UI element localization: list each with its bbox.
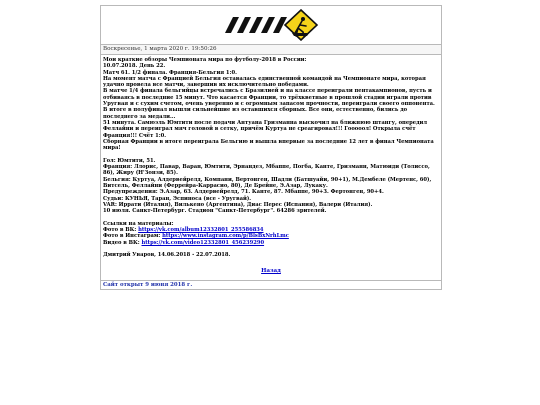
paragraph-3: 51 минута. Самюэль Юмтити после подачи Антуана Гризманна выскочил на ближнюю штангу, опередил Феллайни и переиграл мяч головой в сетку, причём Куртуа не среагировал!!! Гооооол! Открыла счёт Франция!!! Счёт 1:0.	[103, 119, 428, 139]
match-heading: Матч 61. 1/2 финала. Франция-Бельгия 1:0.	[103, 69, 237, 76]
vk-photo-link[interactable]: https://vk.com/album12332801_255586834	[138, 227, 264, 234]
paragraph-1: На момент матча с Францией Бельгия оставалась единственной командой на Чемпионате мира, которая удачно провела все матчи, завершив их исключительно победами.	[103, 75, 426, 89]
road-works-sign-icon	[223, 9, 319, 41]
goal-line: Гол: Юмтити, 51.	[103, 157, 156, 164]
article-date: 10.07.2018. День 22.	[103, 63, 166, 70]
instagram-link[interactable]: https://www.instagram.com/p/BlsBxNrhLmc	[162, 233, 289, 240]
header-banner-area	[101, 6, 441, 45]
site-footer: Сайт открыт 9 июня 2018 г.	[101, 280, 441, 289]
barrier-stripes	[225, 17, 287, 33]
article-body	[101, 55, 441, 259]
vk-video-label: Видео в ВК:	[103, 239, 142, 246]
venue-line: 10 июля. Санкт-Петербург. Стадион "Санкт-Петербург". 64286 зрителей.	[103, 208, 327, 215]
page-frame	[100, 5, 442, 290]
paragraph-4: Сборная Франции в итоге переиграла Бельгию и вышла впервые за последние 12 лет в финал Чемпионата мира!	[103, 138, 434, 152]
france-lineup: Франция: Ллорис, Павар, Варан, Юмтити, Эрнандез, Мбаппе, Погба, Канте, Гризманн, Матюиди (Толиссо, 86), Жиру (Н'Зонзи, 85).	[103, 164, 430, 177]
links-title: Ссылки на материалы:	[103, 220, 174, 227]
cards-line: Предупреждения: Э.Азар, 63. Алдервейрелд, 71. Канте, 87. Мбаппе, 90+3. Фертонген, 90+4.	[103, 189, 384, 196]
vk-photo-label: Фото в ВК:	[103, 227, 139, 234]
author-line: Дмитрий Уваров, 14.06.2018 - 22.07.2018.	[103, 252, 231, 259]
paragraph-2: В матче 1/4 финала бельгийцы встречались с Бразилией и на классе переиграли пентакампионов, пусть и отбиваясь в последние 15 минут. Что касается Франции, то трёхкветные в прошлой стадии играли против Уругвая и с сухим счетом, очень уверенно и с огромным запасом прочности, переиграли своего оппонента. В итоге в полуфинал вышли сильнейшие из оставшихся сборных. Все они, естественно, бились до последнего за медали...	[103, 88, 435, 120]
referees-line: Судьи: КУНЬЯ, Таран, Эспиноса (все - Уругвай).	[103, 195, 252, 202]
instagram-label: Фото в Инстаграм:	[103, 233, 163, 240]
var-line: VAR: Иррати (Италия), Вилькено (Аргентина), Диас Перес (Испания), Валери (Италия).	[103, 201, 373, 208]
date-line: Воскресенье, 1 марта 2020 г. 19:50:26	[101, 45, 441, 55]
vk-video-link[interactable]: https://vk.com/video12332801_456239290	[141, 239, 265, 246]
back-row	[101, 259, 441, 280]
back-link[interactable]: Назад	[261, 267, 281, 274]
article-title: Мои краткие обзоры Чемпионата мира по футболу-2018 в России:	[103, 57, 307, 63]
belgium-lineup: Бельгия: Куртуа, Алдервейрелд, Компани, Вертонген, Шадли (Батшуайи, 90+1), М.Дембеле (Мертенс, 60), Витсель, Феллайни (Феррейра-Каррасио, 80), Де Брейне, Э.Азар, Лукаку.	[103, 176, 432, 189]
